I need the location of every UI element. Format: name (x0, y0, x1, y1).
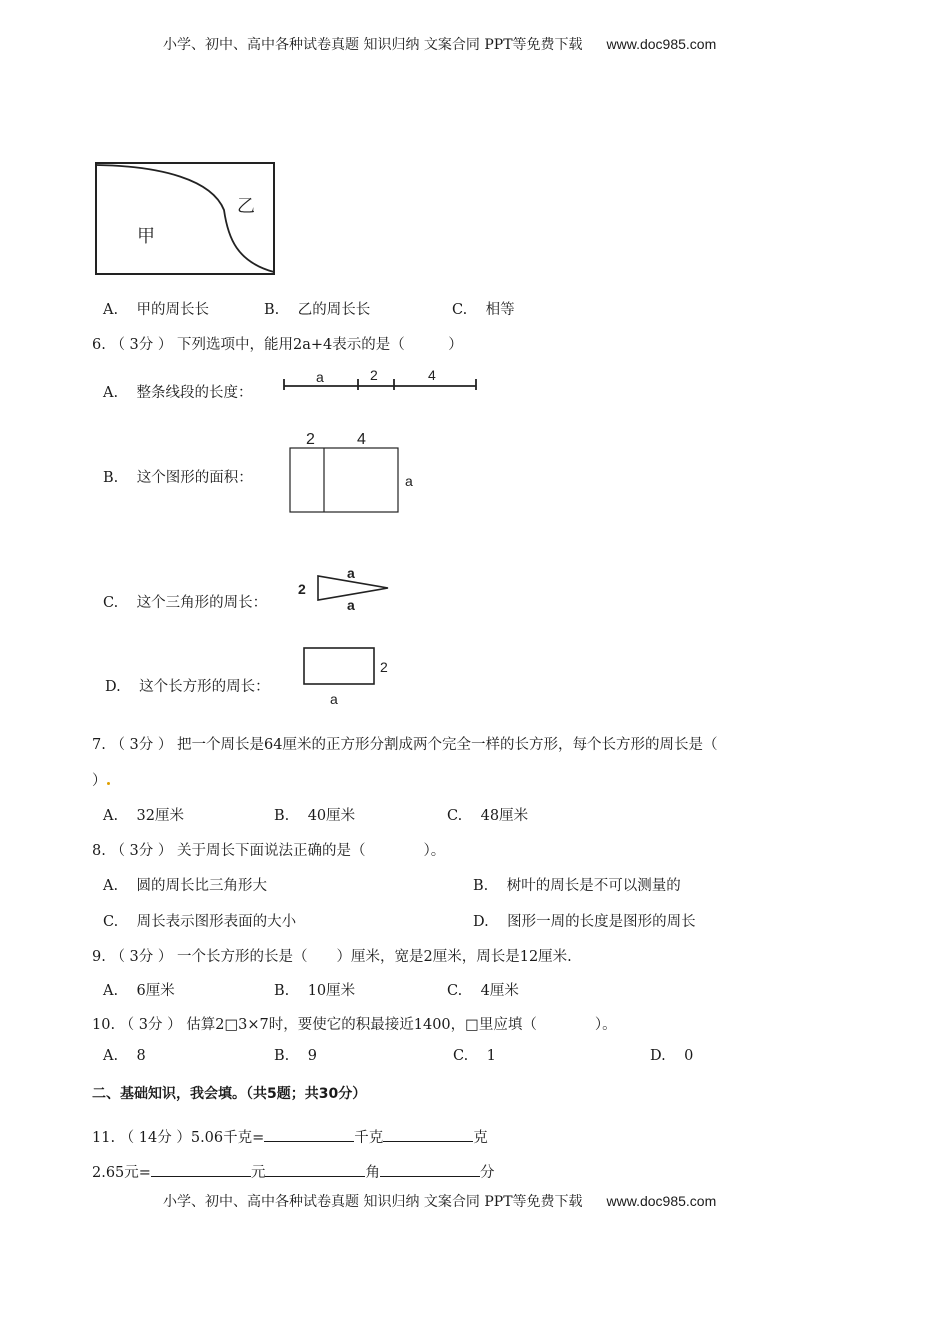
q6-option-a: A. 整条线段的长度： (103, 385, 253, 401)
q8-option-b: B. 树叶的周长是不可以测量的 (473, 878, 681, 894)
area-label-a: a (405, 473, 413, 489)
seg-label-2: 2 (370, 367, 378, 383)
footer-site: www.doc985.com (606, 1193, 717, 1209)
q7-stem: 7. （ 3分 ） 把一个周长是64厘米的正方形分割成两个完全一样的长方形，每个长方形的周长是（ (92, 737, 718, 753)
q8-option-c: C. 周长表示图形表面的大小 (103, 914, 297, 930)
q7-option-a: A. 32厘米 (103, 808, 184, 824)
q11-line2 (92, 1161, 494, 1182)
q11-unit-1: 千克 (354, 1130, 384, 1146)
tri-label-a-top: a (347, 565, 355, 581)
q5-curve (96, 165, 274, 272)
header-text: 小学、初中、高中各种试卷真题 知识归纳 文案合同 PPT等免费下载 (163, 37, 583, 53)
q10-stem: 10. （ 3分 ） 估算2□3×7时，要使它的积最接近1400，□里应填（ ）。 (92, 1017, 617, 1033)
rect-label-2: 2 (380, 659, 388, 675)
q6-option-c: C. 这个三角形的周长： (103, 595, 268, 611)
area-label-4: 4 (357, 431, 366, 448)
rect-label-a: a (330, 691, 338, 707)
q9-option-a: A. 6厘米 (103, 983, 175, 999)
q11-blank-3[interactable] (151, 1162, 251, 1177)
seg-label-a: a (316, 369, 324, 385)
seg-label-4: 4 (428, 367, 436, 383)
header-site: www.doc985.com (606, 36, 717, 52)
q10-option-d: D. 0 (650, 1048, 694, 1064)
q11-unit-5: 分 (479, 1165, 495, 1181)
q11-blank-2[interactable] (383, 1127, 473, 1142)
page-header (163, 34, 716, 54)
q11-blank-4[interactable] (265, 1162, 365, 1177)
q5-option-c: C. 相等 (452, 302, 515, 318)
page-footer (163, 1191, 716, 1211)
q5-rectangle (96, 163, 274, 274)
q11-line1 (92, 1126, 488, 1147)
q9-option-b: B. 10厘米 (274, 983, 356, 999)
q10-option-a: A. 8 (103, 1048, 146, 1064)
q8-option-a: A. 圆的周长比三角形大 (103, 878, 268, 894)
q10-option-c: C. 1 (453, 1048, 496, 1064)
q7-option-c: C. 48厘米 (447, 808, 529, 824)
section-title: 二、基础知识，我会填。（共5题；共30分） (92, 1086, 367, 1102)
label-jia: 甲 (137, 226, 155, 247)
tri-label-a-bottom: a (347, 597, 355, 613)
q11-unit-2: 克 (473, 1130, 488, 1146)
q9-option-c: C. 4厘米 (447, 983, 519, 999)
q8-option-d: D. 图形一周的长度是图形的周长 (473, 914, 696, 930)
q6-segment-figure (280, 364, 480, 394)
q11-prefix: 11. （ 14分 ）5.06千克= (92, 1130, 265, 1146)
area-label-2: 2 (306, 431, 315, 448)
q5-option-b: B. 乙的周长长 (264, 302, 371, 318)
q10-option-b: B. 9 (274, 1048, 317, 1064)
q11-unit-3: 元 (250, 1165, 266, 1181)
stray-dot (107, 782, 110, 785)
q7-option-b: B. 40厘米 (274, 808, 356, 824)
footer-text: 小学、初中、高中各种试卷真题 知识归纳 文案合同 PPT等免费下载 (163, 1194, 583, 1210)
tri-label-2: 2 (298, 581, 306, 597)
q6-area-figure (284, 428, 424, 518)
q7-stem-cont: ） (92, 769, 110, 790)
q6-rectangle-figure (298, 644, 394, 710)
q5-option-a: A. 甲的周长长 (103, 302, 210, 318)
q6-stem: 6. （ 3分 ） 下列选项中，能用2a+4表示的是（ ） (92, 337, 463, 353)
q9-stem: 9. （ 3分 ） 一个长方形的长是（ ）厘米，宽是2厘米，周长是12厘米. (92, 949, 572, 965)
label-yi: 乙 (237, 196, 255, 217)
q6-triangle-figure (292, 560, 392, 614)
q11-blank-5[interactable] (380, 1162, 480, 1177)
q8-stem: 8. （ 3分 ） 关于周长下面说法正确的是（ ）。 (92, 843, 446, 859)
q11-blank-1[interactable] (264, 1127, 354, 1142)
q6-option-b: B. 这个图形的面积： (103, 470, 253, 486)
q5-figure (92, 160, 278, 278)
q11-line2-prefix: 2.65元= (92, 1165, 151, 1181)
q11-unit-4: 角 (365, 1165, 380, 1181)
q6-option-d: D. 这个长方形的周长： (105, 679, 270, 695)
